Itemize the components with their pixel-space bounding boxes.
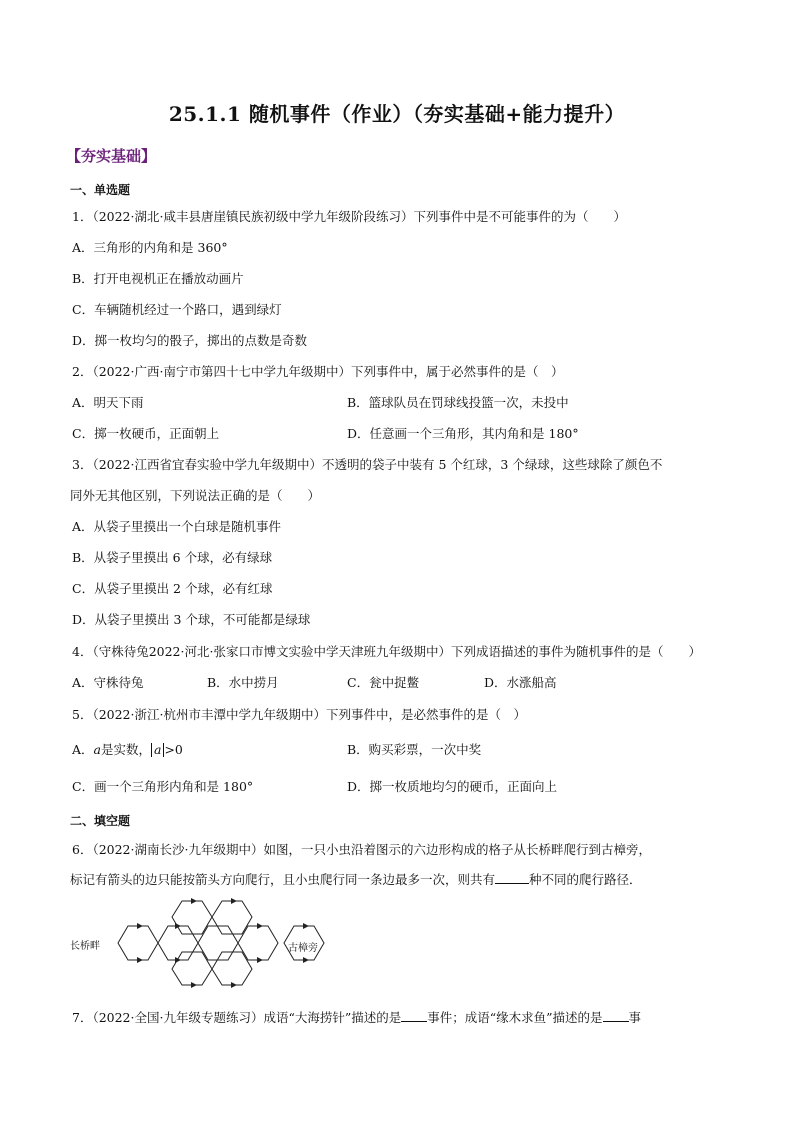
hex-mid-1 bbox=[158, 926, 198, 960]
q7-blank-1 bbox=[401, 1009, 427, 1022]
q5-option-a-variable: a bbox=[93, 742, 101, 757]
part-heading-fill-blank: 二、填空题 bbox=[70, 814, 131, 828]
q1-stem: 1．（2022·湖北·咸丰县唐崖镇民族初级中学九年级阶段练习）下列事件中是不可能事件的为（ ） bbox=[72, 209, 626, 224]
hexagon-path-diagram bbox=[70, 893, 340, 993]
q3-option-d: D．从袋子里摸出 3 个球，不可能都是绿球 bbox=[72, 612, 311, 627]
section-heading: 【夯实基础】 bbox=[66, 147, 157, 165]
q1-option-c: C．车辆随机经过一个路口，遇到绿灯 bbox=[72, 302, 282, 317]
q5-option-a-inequality: >0 bbox=[164, 742, 183, 757]
q3-option-a: A．从袋子里摸出一个白球是随机事件 bbox=[72, 519, 282, 534]
q6-stem-line2 bbox=[70, 870, 642, 888]
q2-stem: 2．（2022·广西·南宁市第四十七中学九年级期中）下列事件中，属于必然事件的是（ ） bbox=[72, 364, 564, 379]
q5-option-a bbox=[72, 740, 183, 758]
q2-option-b: B．篮球队员在罚球线投篮一次，未投中 bbox=[347, 395, 569, 410]
q5-option-a-prefix: A． bbox=[72, 742, 94, 757]
q7-blank-2 bbox=[603, 1009, 629, 1022]
q5-option-b: B．购买彩票，一次中奖 bbox=[347, 742, 482, 757]
q7-text-a: 7．（2022·全国·九年级专题练习）成语“大海捞针”描述的是 bbox=[72, 1010, 402, 1025]
q4-option-b: B．水中捞月 bbox=[207, 675, 279, 690]
q1-option-a: A．三角形的内角和是 360° bbox=[72, 240, 228, 255]
q1-option-d: D．掷一枚均匀的骰子，掷出的点数是奇数 bbox=[72, 333, 308, 348]
q3-stem-line2: 同外无其他区别，下列说法正确的是（ ） bbox=[70, 488, 321, 503]
hex-start bbox=[118, 926, 158, 960]
q3-option-c: C．从袋子里摸出 2 个球，必有红球 bbox=[72, 581, 273, 596]
q4-stem: 4．（守株待兔2022·河北·张家口市博文实验中学天津班九年级期中）下列成语描述的事件为随机事件的是（ ） bbox=[72, 644, 701, 659]
q4-option-d: D．水涨船高 bbox=[484, 675, 557, 690]
q6-stem-text-b: 种不同的爬行路径． bbox=[529, 872, 642, 887]
q4-option-a: A．守株待兔 bbox=[72, 675, 144, 690]
q5-option-c: C．画一个三角形内角和是 180° bbox=[72, 779, 254, 794]
end-label: 古樟旁 bbox=[288, 943, 318, 954]
q1-option-b: B．打开电视机正在播放动画片 bbox=[72, 271, 244, 286]
q4-option-c: C．瓮中捉鳖 bbox=[347, 675, 420, 690]
q7-text-c: 事 bbox=[628, 1010, 642, 1025]
q2-option-a: A．明天下雨 bbox=[72, 395, 144, 410]
q5-stem: 5．（2022·浙江·杭州市丰潭中学九年级期中）下列事件中，是必然事件的是（ ） bbox=[72, 707, 526, 722]
part-heading-single-choice: 一、单选题 bbox=[70, 183, 131, 197]
q3-option-b: B．从袋子里摸出 6 个球，必有绿球 bbox=[72, 550, 273, 565]
q3-stem-line1: 3．（2022·江西省宜春实验中学九年级期中）不透明的袋子中装有 5 个红球，3 个绿球，这些球除了颜色不 bbox=[72, 457, 663, 472]
q7-text-b: 事件；成语“缘木求鱼”描述的是 bbox=[427, 1010, 603, 1025]
q5-option-a-text: 是实数， bbox=[100, 742, 151, 757]
start-label: 长桥畔 bbox=[70, 941, 100, 952]
q2-option-d: D．任意画一个三角形，其内角和是 180° bbox=[347, 426, 579, 441]
q6-stem-line1: 6．（2022·湖南长沙·九年级期中）如图，一只小虫沿着图示的六边形构成的格子从长桥畔爬行到古樟旁， bbox=[72, 842, 651, 857]
q5-option-a-absolute-value: a bbox=[151, 743, 164, 757]
q6-answer-blank bbox=[495, 871, 529, 884]
q7-stem bbox=[72, 1008, 641, 1026]
q6-stem-text-a: 标记有箭头的边只能按箭头方向爬行，且小虫爬行同一条边最多一次，则共有 bbox=[70, 872, 496, 887]
q5-option-d: D．掷一枚质地均匀的硬币，正面向上 bbox=[347, 779, 558, 794]
q2-option-c: C．掷一枚硬币，正面朝上 bbox=[72, 426, 220, 441]
page-title: 25.1.1 随机事件（作业）（夯实基础+能力提升） bbox=[168, 102, 626, 126]
